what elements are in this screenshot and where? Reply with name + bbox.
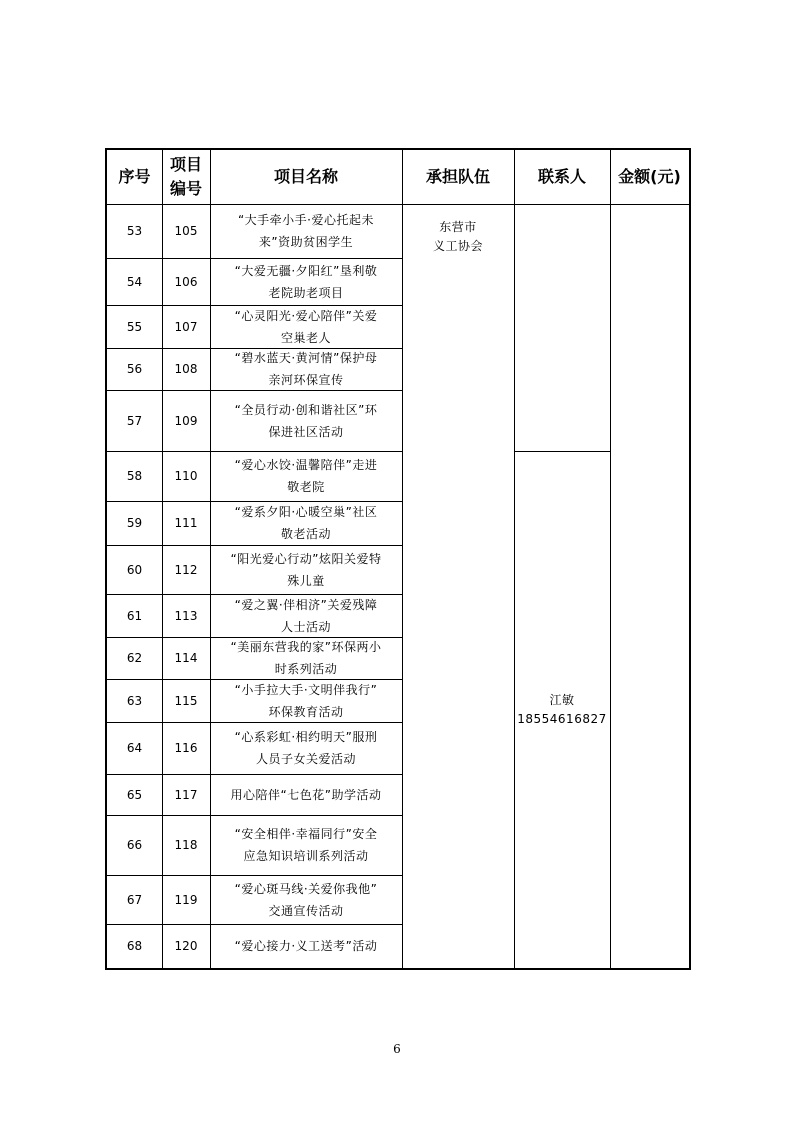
row-code: 112: [174, 562, 198, 577]
page-number: 6: [393, 1042, 401, 1056]
row-seq: 55: [126, 319, 143, 334]
row-seq: 53: [126, 224, 143, 238]
row-code: 114: [174, 651, 198, 665]
row-project-name: “心灵阳光·爱心陪伴”关爱 空巢老人: [234, 308, 378, 345]
row-seq: 63: [126, 693, 143, 708]
header-seq: 序号: [118, 167, 151, 186]
row-code: 118: [174, 838, 198, 852]
row-code: 120: [174, 939, 198, 953]
row-seq: 66: [126, 838, 143, 852]
row-project-name: “美丽东营我的家”环保两小 时系列活动: [230, 640, 382, 676]
row-code: 119: [174, 892, 198, 907]
row-project-name: 用心陪伴“七色花”助学活动: [230, 787, 382, 802]
header-contact: 联系人: [537, 167, 586, 186]
row-code: 105: [174, 224, 198, 238]
row-code: 106: [174, 274, 198, 289]
header-amount: 金额(元): [618, 167, 681, 186]
row-seq: 54: [126, 274, 143, 289]
row-code: 109: [174, 413, 198, 428]
row-project-name: “爱之翼·伴相济”关爱残障 人士活动: [234, 597, 378, 634]
row-code: 117: [174, 787, 198, 802]
row-seq: 67: [126, 892, 143, 907]
row-seq: 65: [126, 787, 143, 802]
column-divider: [610, 150, 611, 968]
column-divider: [402, 150, 403, 968]
row-seq: 60: [126, 562, 143, 577]
header-team: 承担队伍: [425, 167, 490, 186]
column-divider: [162, 150, 163, 968]
row-project-name: “小手拉大手·文明伴我行” 环保教育活动: [234, 682, 378, 719]
row-code: 108: [174, 362, 198, 376]
header-code: 项目 编号: [169, 155, 202, 198]
row-project-name: “爱心水饺·温馨陪伴”走进 敬老院: [234, 458, 378, 494]
column-divider: [210, 150, 211, 968]
row-seq: 62: [126, 651, 143, 665]
row-code: 107: [174, 319, 198, 334]
row-seq: 58: [126, 469, 143, 483]
column-divider: [514, 150, 515, 968]
row-code: 111: [174, 516, 198, 530]
row-code: 113: [174, 608, 198, 623]
row-project-name: “碧水蓝天·黄河情”保护母 亲河环保宣传: [234, 351, 378, 387]
row-project-name: “全员行动·创和谐社区”环 保进社区活动: [234, 402, 378, 439]
row-seq: 56: [126, 362, 143, 376]
team-cell: 东营市 义工协会: [432, 220, 483, 253]
project-table: [105, 148, 691, 970]
row-project-name: “大手牵小手·爱心托起未 来”资助贫困学生: [237, 213, 375, 249]
amount-cell: [610, 204, 689, 968]
row-seq: 59: [126, 516, 143, 530]
row-seq: 68: [126, 939, 143, 953]
row-project-name: “爱系夕阳·心暖空巢”社区 敬老活动: [234, 505, 378, 541]
row-seq: 61: [126, 608, 143, 623]
header-name: 项目名称: [273, 167, 338, 186]
row-project-name: “心系彩虹·相约明天”服刑 人员子女关爱活动: [234, 730, 378, 766]
row-project-name: “爱心斑马线·关爱你我他” 交通宣传活动: [234, 881, 378, 918]
row-project-name: “大爱无疆·夕阳红”垦利敬 老院助老项目: [234, 263, 378, 300]
row-code: 110: [174, 469, 198, 483]
row-code: 116: [174, 741, 198, 755]
row-seq: 64: [126, 741, 143, 755]
row-code: 115: [174, 693, 198, 708]
row-project-name: “阳光爱心行动”炫阳关爱特 殊儿童: [230, 551, 382, 588]
row-seq: 57: [126, 413, 143, 428]
contact-cell: 江敏 18554616827: [517, 692, 607, 726]
row-project-name: “安全相伴·幸福同行”安全 应急知识培训系列活动: [234, 827, 378, 863]
row-project-name: “爱心接力·义工送考”活动: [234, 939, 378, 953]
